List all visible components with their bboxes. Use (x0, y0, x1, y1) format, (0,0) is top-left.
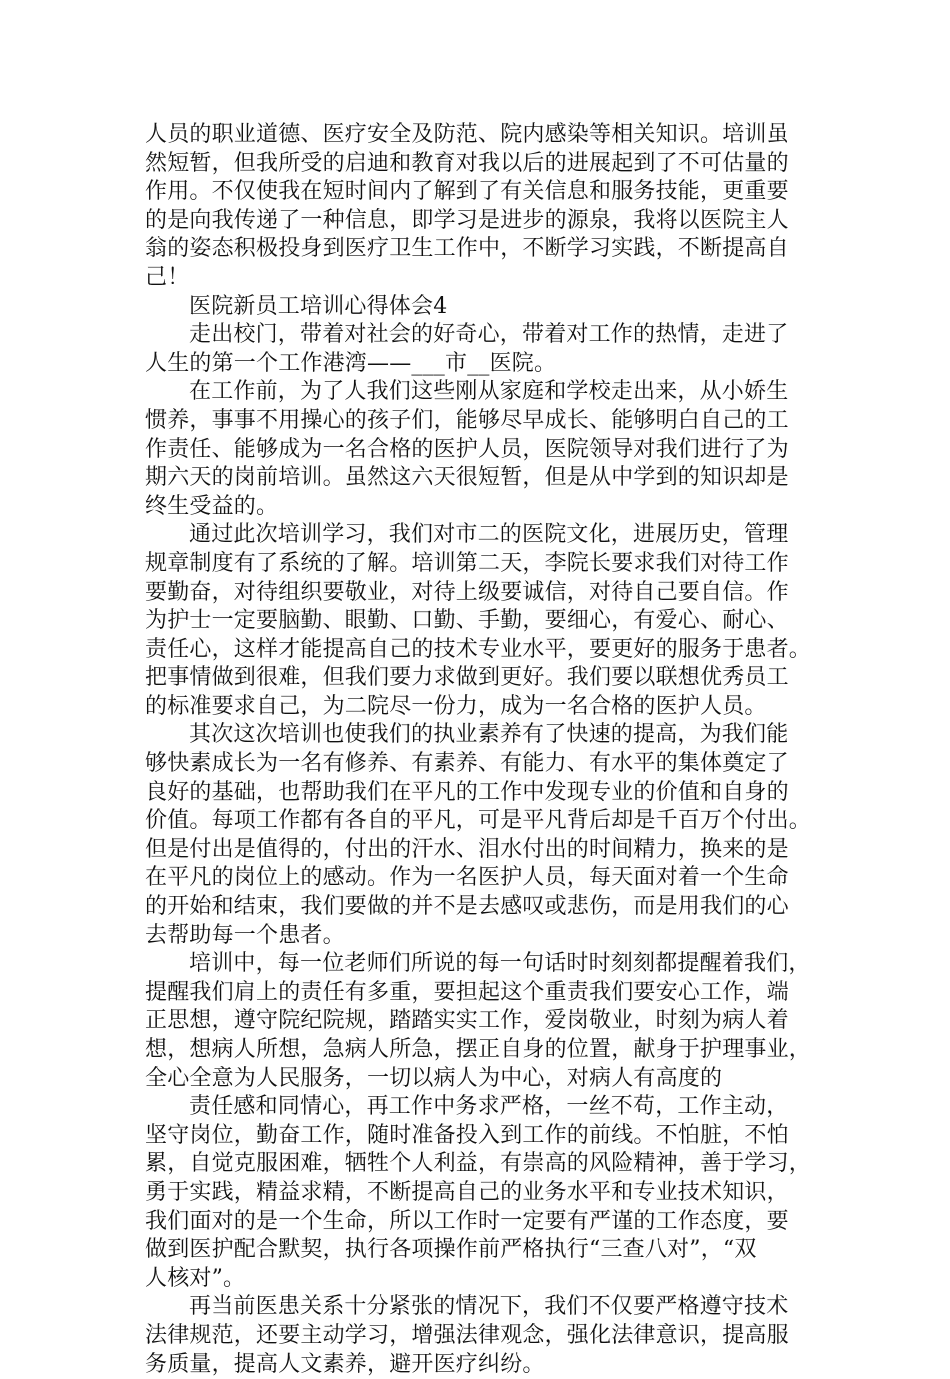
text-line: 价值。每项工作都有各自的平凡，可是平凡背后却是千百万个付出。 (145, 808, 812, 834)
text-line: 法律规范，还要主动学习，增强法律观念，强化法律意识，提高服 (145, 1322, 789, 1348)
text-line: 再当前医患关系十分紧张的情况下，我们不仅要严格遵守技术 (189, 1294, 789, 1320)
text-line: 提醒我们肩上的责任有多重，要担起这个重责我们要安心工作，端 (145, 979, 789, 1005)
text-line: 责任心，这样才能提高自己的技术专业水平，要更好的服务于患者。 (145, 636, 812, 662)
text-line: 规章制度有了系统的了解。培训第二天，李院长要求我们对待工作 (145, 550, 789, 576)
text-line: 要勤奋，对待组织要敬业，对待上级要诚信，对待自己要自信。作 (145, 579, 789, 605)
text-line: 我们面对的是一个生命，所以工作时一定要有严谨的工作态度，要 (145, 1208, 789, 1234)
text-line: 在工作前，为了人我们这些刚从家庭和学校走出来，从小娇生 (189, 379, 789, 405)
text-line: 做到医护配合默契，执行各项操作前严格执行“三查八对”，“双 (145, 1237, 757, 1263)
text-line: 的开始和结束，我们要做的并不是去感叹或悲伤，而是用我们的心 (145, 894, 789, 920)
text-line: 的是向我传递了一种信息，即学习是进步的源泉，我将以医院主人 (145, 207, 789, 233)
text-line: 在平凡的岗位上的感动。作为一名医护人员，每天面对着一个生命 (145, 865, 789, 891)
text-line: 务质量，提高人文素养，避开医疗纠纷。 (145, 1351, 545, 1377)
text-line: 人员的职业道德、医疗安全及防范、院内感染等相关知识。培训虽 (145, 122, 789, 147)
text-line: 期六天的岗前培训。虽然这六天很短暂，但是从中学到的知识却是 (145, 465, 789, 491)
text-line: 走出校门，带着对社会的好奇心，带着对工作的热情，走进了 (189, 322, 789, 348)
document-body (145, 121, 810, 1379)
text-line: 的标准要求自己，为二院尽一份力，成为一名合格的医护人员。 (145, 693, 767, 719)
text-line: 人核对”。 (145, 1265, 246, 1291)
text-line: 想，想病人所想，急病人所急，摆正自身的位置，献身于护理事业， (145, 1037, 812, 1062)
text-line: 但是付出是值得的，付出的汗水、泪水付出的时间精力，换来的是 (145, 836, 789, 862)
text-line: 作责任、能够成为一名合格的医护人员，医院领导对我们进行了为 (145, 436, 789, 462)
text-line: 其次这次培训也使我们的执业素养有了快速的提高，为我们能 (189, 722, 789, 748)
text-line: 己！ (145, 264, 190, 290)
text-line: 作用。不仅使我在短时间内了解到了有关信息和服务技能，更重要 (145, 179, 789, 205)
text-line: 全心全意为人民服务，一切以病人为中心，对病人有高度的 (145, 1065, 723, 1091)
text-line: 医院新员工培训心得体会4 (189, 293, 448, 319)
text-line: 惯养，事事不用操心的孩子们，能够尽早成长、能够明白自己的工 (145, 407, 789, 433)
text-line: 去帮助每一个患者。 (145, 922, 345, 948)
text-line: 坚守岗位，勤奋工作，随时准备投入到工作的前线。不怕脏，不怕 (145, 1122, 789, 1148)
text-line: 正思想，遵守院纪院规，踏踏实实工作，爱岗敬业，时刻为病人着 (145, 1008, 789, 1034)
text-line: 然短暂，但我所受的启迪和教育对我以后的进展起到了不可估量的 (145, 150, 789, 176)
text-line: 良好的基础，也帮助我们在平凡的工作中发现专业的价值和自身的 (145, 779, 789, 805)
text-line: 把事情做到很难，但我们要力求做到更好。我们要以联想优秀员工 (145, 665, 789, 691)
text-line: 勇于实践，精益求精，不断提高自己的业务水平和专业技术知识， (145, 1179, 789, 1205)
text-line: 终生受益的。 (145, 493, 279, 519)
text-line: 培训中，每一位老师们所说的每一句话时时刻刻都提醒着我们， (189, 951, 811, 977)
text-line: 翁的姿态积极投身到医疗卫生工作中，不断学习实践，不断提高自 (145, 236, 789, 262)
text-line: 通过此次培训学习，我们对市二的医院文化，进展历史，管理 (189, 522, 789, 548)
text-line: 人生的第一个工作港湾——___市__医院。 (145, 350, 557, 376)
text-line: 够快素成长为一名有修养、有素养、有能力、有水平的集体奠定了 (145, 751, 789, 777)
text-line: 为护士一定要脑勤、眼勤、口勤、手勤，要细心，有爱心、耐心、 (145, 608, 789, 634)
text-line: 累，自觉克服困难，牺牲个人利益，有崇高的风险精神，善于学习， (145, 1151, 812, 1177)
text-line: 责任感和同情心，再工作中务求严格，一丝不苟，工作主动， (189, 1094, 789, 1120)
